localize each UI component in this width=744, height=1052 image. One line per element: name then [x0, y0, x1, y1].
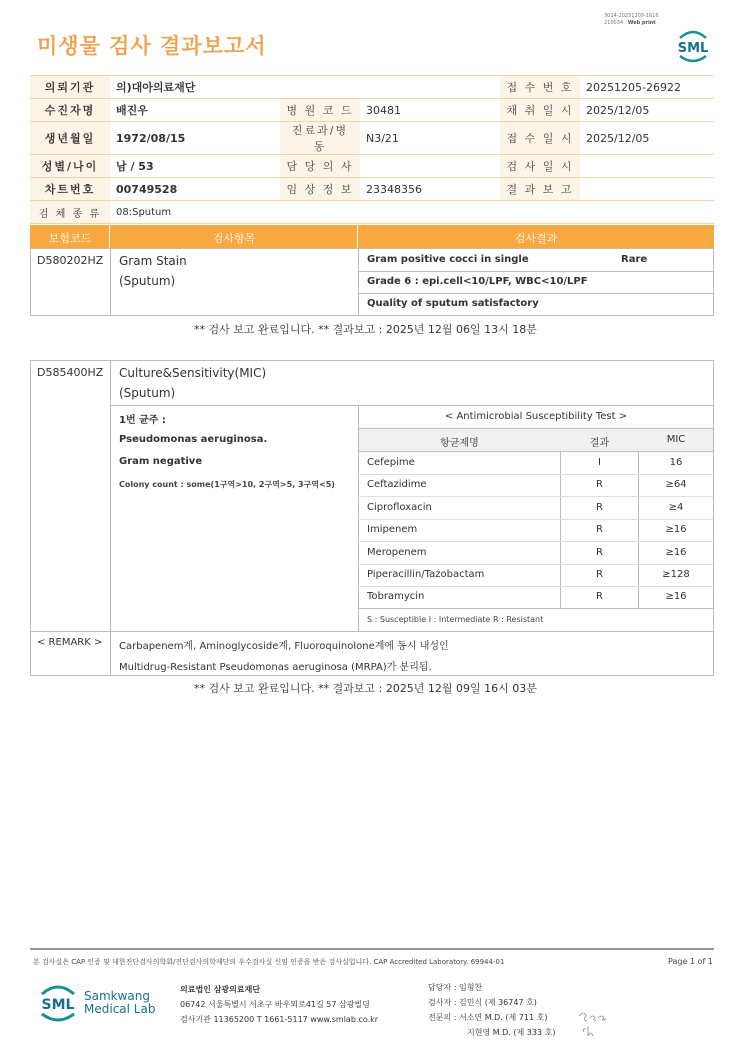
ast-drug: Ceftazidime	[367, 479, 427, 491]
info-v2: 30481	[360, 99, 500, 122]
organism-name: Pseudomonas aeruginosa.	[119, 434, 268, 445]
ast-header-drug: 항균제명	[440, 438, 479, 449]
ast-title: < Antimicrobial Susceptibility Test >	[444, 411, 628, 422]
gram-result-2: Grade 6 : epi.cell<10/LPF, WBC<10/LPF	[367, 276, 588, 287]
info-l3: 접 수 번 호	[500, 76, 580, 99]
ast-legend: S : Susceptible I : Intermediate R : Resistant	[367, 615, 544, 624]
info-l1: 생년월일	[30, 122, 110, 155]
info-l2	[280, 201, 360, 224]
ast-drug: Tobramycin	[367, 591, 425, 603]
info-l3: 접 수 일 시	[500, 122, 580, 155]
info-l1: 성별/나이	[30, 155, 110, 178]
info-v1: 남 / 53	[110, 155, 280, 178]
info-v1: 의)대아의료재단	[110, 76, 280, 99]
ast-row-divider	[358, 496, 713, 497]
ast-drug: Imipenem	[367, 524, 418, 536]
info-v3: 2025/12/05	[580, 122, 714, 155]
brand-name: Samkwang Medical Lab	[84, 989, 156, 1016]
ast-res: R	[596, 479, 603, 491]
info-v3	[580, 155, 714, 178]
ast-mic: ≥16	[665, 546, 687, 558]
ast-mic: ≥128	[662, 569, 690, 580]
sml-footer-logo	[36, 980, 80, 1024]
ast-drug: Piperacillin/Tazobactam	[367, 569, 485, 580]
info-row	[30, 76, 714, 99]
info-v1: 00749528	[110, 178, 280, 201]
remark-line-1: Carbapenem계, Aminoglycoside계, Fluoroquinolone계에 동시 내성인	[119, 641, 449, 652]
strain-label: 1번 균주 :	[119, 415, 166, 426]
info-v1: 08:Sputum	[110, 201, 280, 224]
svg-text:SML: SML	[677, 41, 709, 56]
culture-name: Culture&Sensitivity(MIC)	[119, 366, 267, 380]
info-v2: 23348356	[360, 178, 500, 201]
info-v2	[360, 155, 500, 178]
cert-statement: 본 검사실은 CAP 인증 및 대한진단검사의학회/진단검사의학재단의 우수검사실 신임 인증을 받은 검사실입니다. CAP Accredited Laboratory. 69944-01	[33, 958, 505, 966]
info-v3: 2025/12/05	[580, 99, 714, 122]
colony-count: Colony count : some(1구역>10, 2구역>5, 3구역<5)	[119, 480, 335, 489]
info-l3: 결 과 보 고	[500, 178, 580, 201]
ast-drug: Meropenem	[367, 546, 427, 558]
info-row	[30, 201, 714, 224]
ast-res: R	[596, 569, 603, 580]
info-l1: 검 체 종 류	[30, 201, 110, 224]
info-l2: 병 원 코 드	[280, 99, 360, 122]
ast-res: R	[596, 501, 603, 513]
remark-label: < REMARK >	[37, 637, 103, 648]
ast-res: R	[596, 591, 603, 603]
info-row	[30, 99, 714, 122]
info-l2: 임 상 정 보	[280, 178, 360, 201]
gram-result-1: Gram positive cocci in single	[367, 254, 529, 265]
culture-report-complete: ** 검사 보고 완료입니다. ** 결과보고 : 2025년 12월 09일 16시 03분	[194, 682, 537, 695]
gram-type: Gram negative	[119, 456, 203, 467]
gram-name: Gram Stain	[119, 254, 187, 268]
info-l1: 차트번호	[30, 178, 110, 201]
info-v3: 20251205-26922	[580, 76, 714, 99]
ast-header-mic: MIC	[666, 434, 686, 445]
info-v3	[580, 178, 714, 201]
ast-row-divider	[358, 564, 713, 565]
info-l1: 수진자명	[30, 99, 110, 122]
staff-info: 담당자 : 임형찬 검사자 : 김민식 (제 36747 호) 전문의 : 서소연 M.D. (제 711 호) 지현영 M.D. (제 333 호)	[428, 983, 556, 1037]
info-v2	[360, 201, 500, 224]
gram-result-1-value: Rare	[621, 254, 648, 265]
culture-specimen: (Sputum)	[119, 386, 176, 400]
org-info: 의료법인 삼광의료재단 06742 서울특별시 서초구 바우뫼로41길 57 삼광빌딩 검사기관 11365200 T 1661-5117 www.smlab.co.kr	[180, 985, 379, 1024]
info-v2	[360, 76, 500, 99]
report-title: 미생물 검사 결과보고서	[37, 34, 267, 58]
gram-specimen: (Sputum)	[119, 274, 176, 288]
signature-image	[576, 1008, 610, 1040]
ast-row-divider	[358, 519, 713, 520]
page-number: Page 1 of 1	[668, 957, 713, 966]
ast-res: R	[596, 524, 603, 536]
ast-mic: ≥4	[668, 501, 684, 513]
info-row	[30, 122, 714, 155]
ast-mic: ≥64	[665, 479, 687, 491]
culture-code: D585400HZ	[37, 366, 104, 379]
info-v2: N3/21	[360, 122, 500, 155]
ast-mic: ≥16	[665, 591, 687, 603]
ast-res: I	[598, 457, 601, 468]
sml-logo	[672, 26, 714, 64]
ast-mic: 16	[669, 457, 683, 468]
ast-mic: ≥16	[665, 524, 687, 536]
gram-report-complete: ** 검사 보고 완료입니다. ** 결과보고 : 2025년 12월 06일 13시 18분	[194, 323, 537, 336]
info-l2: 담 당 의 사	[280, 155, 360, 178]
remark-line-2: Multidrug-Resistant Pseudomonas aeruginosa (MRPA)가 분리됨.	[119, 662, 432, 673]
gram-result-3: Quality of sputum satisfactory	[367, 298, 539, 309]
info-l3: 채 취 일 시	[500, 99, 580, 122]
gram-stain-section	[30, 248, 714, 316]
footer-divider	[30, 948, 714, 950]
info-l3: 검 사 일 시	[500, 155, 580, 178]
info-l2	[280, 76, 360, 99]
info-v3	[580, 201, 714, 224]
info-l2: 진료과/병동	[280, 122, 360, 155]
info-row	[30, 155, 714, 178]
ast-res: R	[596, 546, 603, 558]
ast-drug: Cefepime	[367, 457, 415, 468]
svg-text:SML: SML	[41, 997, 75, 1013]
ast-drug: Ciprofloxacin	[367, 501, 432, 513]
print-code: 3014-20251209-1616 210034 Web print	[604, 13, 659, 26]
info-l1: 의뢰기관	[30, 76, 110, 99]
info-v1: 1972/08/15	[110, 122, 280, 155]
patient-info-table	[30, 75, 714, 224]
info-l3	[500, 201, 580, 224]
ast-row-divider	[358, 586, 713, 587]
ast-row-divider	[358, 541, 713, 542]
result-header: 보험코드 검사항목 검사결과	[30, 225, 714, 248]
culture-section	[30, 360, 714, 676]
ast-row-divider	[358, 474, 713, 475]
info-row	[30, 178, 714, 201]
info-v1: 배진우	[110, 99, 280, 122]
ast-header-result: 결과	[589, 438, 610, 449]
gram-code: D580202HZ	[37, 254, 104, 267]
